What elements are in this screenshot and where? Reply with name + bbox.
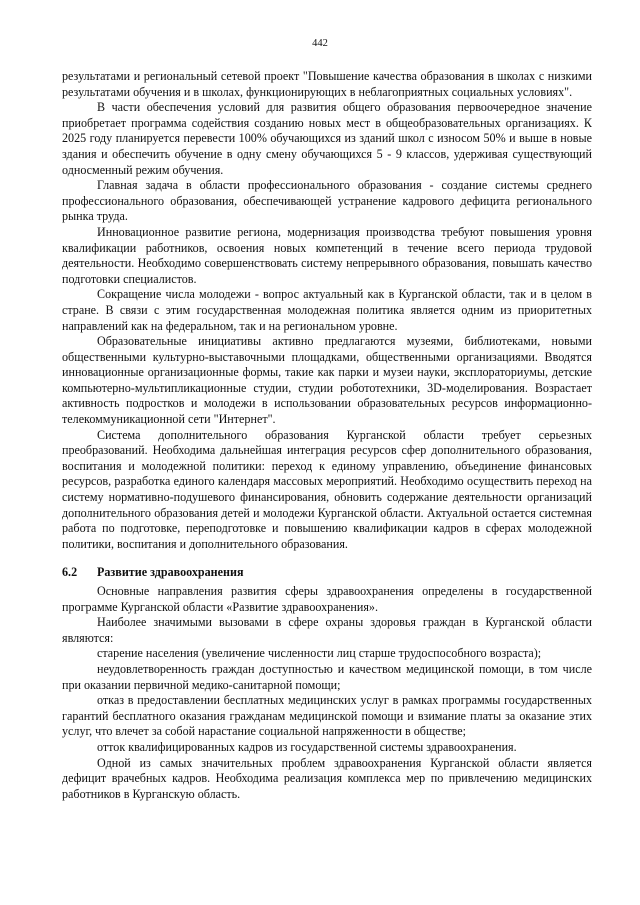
- list-item-dissatisfaction: неудовлетворенность граждан доступностью и качеством медицинской помощи, в том числе при оказании первичной медико-санитарной помощи;: [62, 661, 592, 692]
- paragraph-challenges-intro: Наиболее значимыми вызовами в сфере охраны здоровья граждан в Курганской области являются:: [62, 615, 592, 645]
- paragraph-doctor-shortage: Одной из самых значительных проблем здравоохранения Курганской области является дефицит врачебных кадров. Необходима реализация комплекса мер по привлечению медицинских работников в Курганскую область.: [62, 755, 592, 801]
- page-number: 442: [312, 38, 328, 49]
- section-heading: [62, 565, 592, 581]
- list-item-aging: старение населения (увеличение численности лиц старше трудоспособного возраста);: [97, 646, 542, 661]
- paragraph-professional-education: Главная задача в области профессионального образования - создание системы среднего профессионального образования, обеспечивающей устранение кадрового дефицита регионального рынка труда.: [62, 178, 592, 224]
- paragraph-youth-decline: Сокращение числа молодежи - вопрос актуальный как в Курганской области, так и в целом в стране. В связи с этим государственная молодежная политика является одним из приоритетных направлений как на федеральном, так и на региональном уровне.: [62, 287, 592, 333]
- list-item-refusal: отказ в предоставлении бесплатных медицинских услуг в рамках программы государственных гарантий бесплатного оказания гражданам медицинской помощи и взимание платы за оказание этих услуг, что влечет за собой нарастание социальной напряженности в обществе;: [62, 693, 592, 739]
- list-item-staff-outflow: отток квалифицированных кадров из государственной системы здравоохранения.: [97, 739, 517, 754]
- paragraph-additional-education: Система дополнительного образования Курганской области требует серьезных преобразований. Необходима дальнейшая интеграция ресурсов сфер дополнительного образования, воспитания и молодежной политики: переход к единому управлению, объединение финансовых ресурсов, разработка единого календаря массовых мероприятий. Необходимо осуществить переход на систему нормативно-подушевого финансирования, обновить содержание деятельности организаций дополнительного образования детей и молодежи Курганской области. Актуальной остается системная работа по подготовке, переподготовке и повышению квалификации кадров в сферах молодежной политики, воспитания и дополнительного образования.: [62, 427, 592, 551]
- paragraph-educational-initiatives: Образовательные инициативы активно предлагаются музеями, библиотеками, новыми общественными культурно-выставочными площадками, общественными организациями. Вводятся инновационные организационные формы, такие как парки и музеи науки, эксплораториумы, детские компьютерно-мультипликационные студии, студии робототехники, 3D-моделирования. Возрастает активность подростков и молодежи в использовании образовательных ресурсов информационно-телекоммуникационной сети "Интернет".: [62, 334, 592, 427]
- paragraph-innovation: Инновационное развитие региона, модернизация производства требуют повышения уровня квалификации работников, освоения новых компетенций в течение всего периода трудовой деятельности. Необходимо совершенствовать систему непрерывного образования, повышать качество подготовки специалистов.: [62, 224, 592, 286]
- section-number: 6.2: [62, 565, 78, 580]
- document-body: [62, 69, 592, 802]
- paragraph-general-education: В части обеспечения условий для развития общего образования первоочередное значение приобретает программа содействия созданию новых мест в общеобразовательных организациях. К 2025 году планируется перевести 100% обучающихся из зданий школ с износом 50% и выше в новые здания и обеспечить обучение в одну смену обучающихся 5 - 9 классов, удерживая существующий односменный режим обучения.: [62, 100, 592, 177]
- paragraph-continuation: результатами и региональный сетевой проект "Повышение качества образования в школах с низкими результатами обучения и в школах, функционирующих в неблагоприятных социальных условиях".: [62, 69, 592, 99]
- section-title: Развитие здравоохранения: [97, 565, 244, 580]
- paragraph-healthcare-program: Основные направления развития сферы здравоохранения определены в государственной программе Курганской области «Развитие здравоохранения».: [62, 584, 592, 614]
